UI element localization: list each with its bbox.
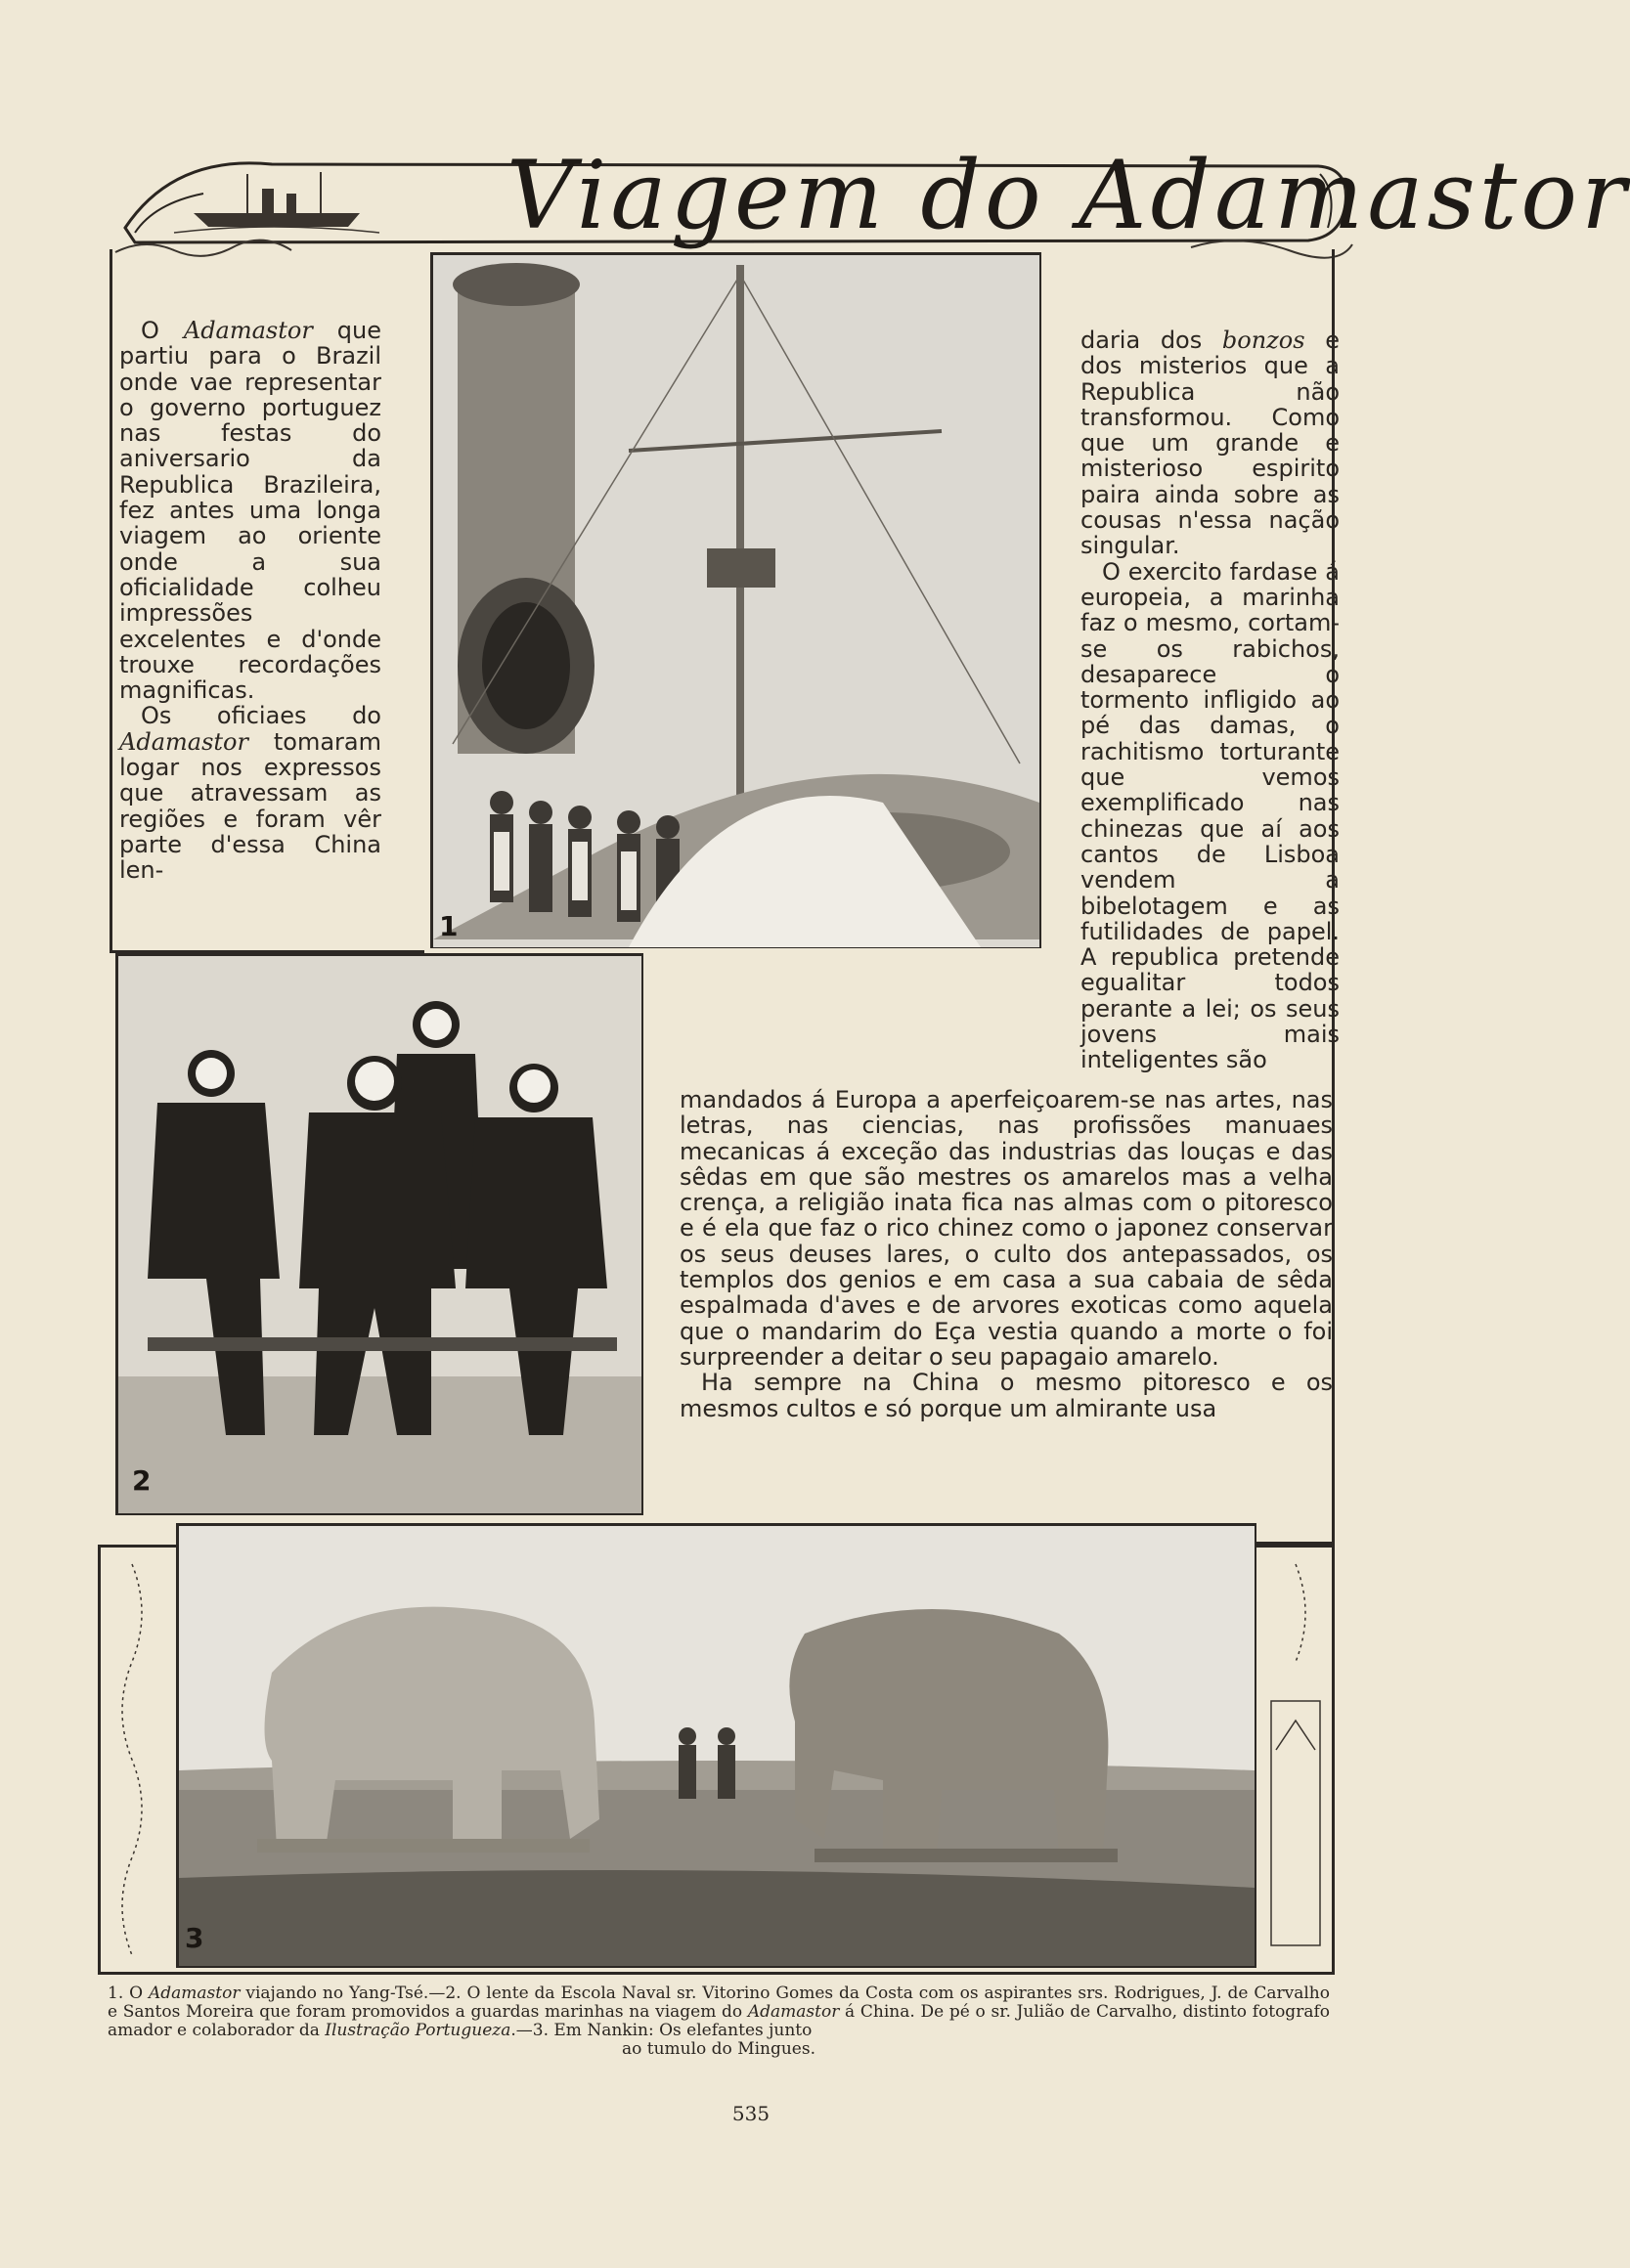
page-number: 535 — [731, 2102, 771, 2125]
article-paragraph: Ha sempre na China o mesmo pitoresco e os mesmos cultos e só porque um almirante usa — [680, 1369, 1333, 1422]
article-paragraph: O Adamastor que partiu para o Brazil onde vae representar o governo portuguez nas festas do aniversario da Republica Brazileira, fez antes uma longa viagem ao oriente onde a sua oficialidade colheu impressões excelentes e d'onde trouxe recordações magnificas. — [119, 317, 381, 705]
photo-number-2: 2 — [132, 1464, 152, 1497]
article-column-right — [1080, 327, 1340, 1073]
photo-officers — [115, 953, 643, 1515]
article-paragraph: daria dos bonzos e dos misterios que a Republica não transformou. Como que um grande e misterioso espirito paira ainda sobre as cousas n'essa nação singular. — [1080, 327, 1340, 560]
photo-number-3: 3 — [185, 1922, 204, 1954]
photo-elephants — [176, 1523, 1256, 1968]
photo-ship-deck — [430, 252, 1041, 948]
photo-number-1: 1 — [439, 910, 459, 942]
article-column-left — [119, 318, 381, 884]
photo-caption: 1. O Adamastor viajando no Yang-Tsé.—2. O lente da Escola Naval sr. Vitorino Gomes da Costa com os aspirantes srs. Rodrigues, J. de Carvalho e Santos Moreira que foram promovidos a guardas marinhas na viagem do Adamastor á China. De pé o sr. Julião de Carvalho, distinto fotografo amador e colaborador da Ilustração Portugueza.—3. Em Nankin: Os elefantes junto ao tumulo do Mingues. — [108, 1984, 1330, 2059]
ship-icon — [174, 172, 379, 233]
left-frame-ornament — [103, 1554, 161, 1965]
header-banner — [115, 135, 1630, 252]
right-frame-ornament — [1266, 1554, 1325, 1965]
article-paragraph: Os oficiaes do Adamastor tomaram logar nos expressos que atravessam as regiões e foram vêr parte d'essa China len- — [119, 702, 381, 885]
article-paragraph: O exercito fardase á europeia, a marinha faz o mesmo, cortam-se os rabichos, desaparece o tormento infligido ao pé das damas, o rachitismo torturante que vemos exemplificado nas chinezas que aí aos cantos de Lisboa vendem a bibelotagem e as futilidades de papel. A republica pretende egualitar todos perante a lei; os seus jovens mais inteligentes são — [1080, 557, 1340, 1074]
page-title: Viagem do Adamastor — [507, 141, 1630, 250]
article-column-wide — [680, 1087, 1333, 1421]
article-paragraph: mandados á Europa a aperfeiçoarem-se nas artes, nas letras, nas ciencias, nas profissões manuaes mecanicas á exceção das industrias das louças e das sêdas em que são mestres os amarelos mas a velha crença, a religião inata fica nas almas com o pitoresco e é ela que faz o rico chinez como o japonez conservar os seus deuses lares, o culto dos antepassados, os templos dos genios e em casa a sua cabaia de sêda espalmada d'aves e de arvores exoticas como aquela que o mandarim do Eça vestia quando a morte o foi surpreender a deitar o seu papagaio amarelo. — [680, 1086, 1333, 1371]
